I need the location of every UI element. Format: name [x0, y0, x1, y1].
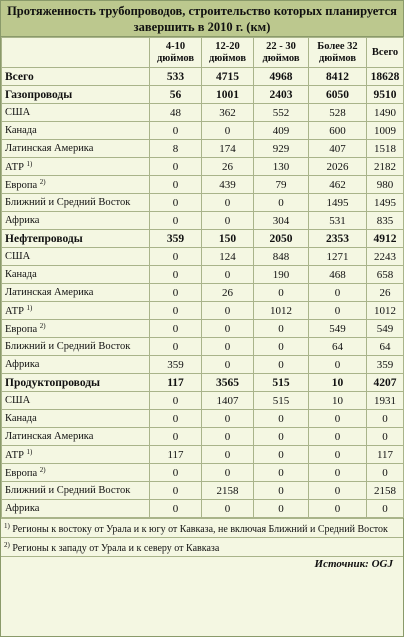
- footnote-ref: 2): [39, 466, 46, 474]
- table-cell: 56: [150, 86, 202, 104]
- source-line: Источник: OGJ: [1, 556, 403, 574]
- row-label: [2, 320, 150, 338]
- table-cell: 304: [254, 212, 309, 230]
- row-label-text: США: [5, 395, 31, 406]
- table-cell: 929: [254, 140, 309, 158]
- table-cell: 468: [309, 266, 367, 284]
- table-cell: 150: [202, 230, 254, 248]
- table-row: [2, 446, 404, 464]
- table-cell: 6050: [309, 86, 367, 104]
- table-cell: 3565: [202, 374, 254, 392]
- row-label-text: Латинская Америка: [5, 143, 94, 154]
- row-label: [2, 194, 150, 212]
- row-label-text: Канада: [5, 413, 37, 424]
- table-cell: 26: [367, 284, 404, 302]
- table-cell: 9510: [367, 86, 404, 104]
- table-cell: 1012: [254, 302, 309, 320]
- row-label: [2, 392, 150, 410]
- footnote-2: [1, 537, 403, 556]
- row-label-text: Европа: [5, 468, 38, 479]
- table-cell: 0: [202, 410, 254, 428]
- row-label-text: Ближний и Средний Восток: [5, 341, 131, 352]
- total-row: [2, 68, 404, 86]
- table-row: [2, 392, 404, 410]
- footnote-ref: 1): [26, 160, 33, 168]
- table-cell: 0: [254, 464, 309, 482]
- row-label-text: Ближний и Средний Восток: [5, 197, 131, 208]
- footnote-ref: 1): [26, 304, 33, 312]
- table-cell: 10: [309, 374, 367, 392]
- row-label: [2, 428, 150, 446]
- table-cell: 117: [150, 374, 202, 392]
- table-row: [2, 410, 404, 428]
- row-label-text: Африка: [5, 215, 40, 226]
- table-cell: 533: [150, 68, 202, 86]
- table-row: [2, 140, 404, 158]
- table-cell: 1407: [202, 392, 254, 410]
- table-cell: 439: [202, 176, 254, 194]
- table-cell: 2182: [367, 158, 404, 176]
- table-cell: 174: [202, 140, 254, 158]
- row-label: [2, 338, 150, 356]
- table-cell: 848: [254, 248, 309, 266]
- table-cell: 1490: [367, 104, 404, 122]
- table-cell: 0: [309, 446, 367, 464]
- footnote-text: Регионы к западу от Урала и к северу от Кавказа: [12, 543, 220, 554]
- row-label-text: Канада: [5, 269, 37, 280]
- table-cell: 0: [254, 446, 309, 464]
- table-cell: 0: [254, 338, 309, 356]
- table-cell: 0: [150, 482, 202, 500]
- row-label-text: Газопроводы: [5, 88, 73, 101]
- table-row: [2, 356, 404, 374]
- table-cell: 0: [254, 500, 309, 518]
- row-label: [2, 500, 150, 518]
- footnote-text: Регионы к востоку от Урала и к югу от Кавказа, не включая Ближний и Средний Восток: [12, 524, 388, 535]
- table-row: [2, 104, 404, 122]
- row-label: [2, 176, 150, 194]
- row-label-text: США: [5, 107, 31, 118]
- table-cell: 531: [309, 212, 367, 230]
- table-row: [2, 464, 404, 482]
- table-cell: 407: [309, 140, 367, 158]
- table-row: [2, 284, 404, 302]
- table-cell: 0: [202, 212, 254, 230]
- table-cell: 4207: [367, 374, 404, 392]
- table-cell: 2403: [254, 86, 309, 104]
- row-label-text: Африка: [5, 359, 40, 370]
- row-label-text: Европа: [5, 324, 38, 335]
- table-cell: 0: [254, 284, 309, 302]
- table-cell: 0: [150, 284, 202, 302]
- row-label-text: Ближний и Средний Восток: [5, 485, 131, 496]
- table-cell: 0: [309, 284, 367, 302]
- row-label: [2, 302, 150, 320]
- row-label-text: Африка: [5, 503, 40, 514]
- footnote-ref: 1): [26, 448, 33, 456]
- footnote-marker: 1): [4, 522, 10, 530]
- table-cell: 117: [150, 446, 202, 464]
- row-label-text: Латинская Америка: [5, 287, 94, 298]
- table-row: [2, 302, 404, 320]
- table-row: [2, 338, 404, 356]
- row-label: [2, 86, 150, 104]
- header-row: [2, 38, 404, 68]
- footnote-ref: 2): [39, 322, 46, 330]
- table-row: [2, 428, 404, 446]
- table-cell: 0: [150, 428, 202, 446]
- table-cell: 549: [309, 320, 367, 338]
- table-cell: 0: [202, 302, 254, 320]
- row-label-text: АТР: [5, 450, 24, 461]
- table-cell: 0: [150, 248, 202, 266]
- table-cell: 0: [202, 428, 254, 446]
- table-row: [2, 266, 404, 284]
- table-cell: 26: [202, 284, 254, 302]
- table-cell: 658: [367, 266, 404, 284]
- row-label: [2, 140, 150, 158]
- row-label: [2, 356, 150, 374]
- table-cell: 0: [150, 158, 202, 176]
- footnote-ref: 2): [39, 178, 46, 186]
- table-cell: 0: [150, 176, 202, 194]
- col-header: 4-10 дюймов: [150, 38, 202, 68]
- table-cell: 0: [367, 410, 404, 428]
- col-header: Более 32 дюймов: [309, 38, 367, 68]
- table-cell: 0: [202, 500, 254, 518]
- row-label-text: США: [5, 251, 31, 262]
- table-cell: 1495: [367, 194, 404, 212]
- table-cell: 8412: [309, 68, 367, 86]
- table-cell: 0: [150, 464, 202, 482]
- table-cell: 1012: [367, 302, 404, 320]
- row-label: [2, 410, 150, 428]
- table-cell: 600: [309, 122, 367, 140]
- table-cell: 0: [150, 302, 202, 320]
- table-cell: 980: [367, 176, 404, 194]
- table-cell: 1518: [367, 140, 404, 158]
- row-label-text: АТР: [5, 306, 24, 317]
- table-row: [2, 212, 404, 230]
- row-label: [2, 464, 150, 482]
- table-row: [2, 122, 404, 140]
- table-cell: 0: [202, 320, 254, 338]
- table-cell: 18628: [367, 68, 404, 86]
- table-cell: 0: [254, 356, 309, 374]
- row-label-text: Латинская Америка: [5, 431, 94, 442]
- table-cell: 124: [202, 248, 254, 266]
- table-cell: 0: [150, 122, 202, 140]
- table-cell: 0: [309, 464, 367, 482]
- table-cell: 0: [309, 428, 367, 446]
- row-label: [2, 284, 150, 302]
- table-cell: 79: [254, 176, 309, 194]
- table-cell: 552: [254, 104, 309, 122]
- table-cell: 64: [367, 338, 404, 356]
- table-cell: 0: [202, 266, 254, 284]
- table-cell: 26: [202, 158, 254, 176]
- table-cell: 2026: [309, 158, 367, 176]
- table-cell: 359: [150, 356, 202, 374]
- table-cell: 1009: [367, 122, 404, 140]
- table-cell: 2158: [202, 482, 254, 500]
- table-row: [2, 158, 404, 176]
- table-cell: 4715: [202, 68, 254, 86]
- table-cell: 359: [150, 230, 202, 248]
- table-cell: 0: [254, 320, 309, 338]
- table-cell: 0: [309, 410, 367, 428]
- table-cell: 190: [254, 266, 309, 284]
- table-cell: 0: [202, 122, 254, 140]
- row-label-text: Нефтепроводы: [5, 232, 83, 245]
- row-label: [2, 122, 150, 140]
- table-cell: 8: [150, 140, 202, 158]
- table-cell: 0: [202, 356, 254, 374]
- table-cell: 2158: [367, 482, 404, 500]
- row-label: [2, 230, 150, 248]
- row-label-text: Продуктопроводы: [5, 376, 101, 389]
- col-header: 22 - 30 дюймов: [254, 38, 309, 68]
- table-cell: 0: [309, 356, 367, 374]
- table-cell: 0: [367, 500, 404, 518]
- table-cell: 0: [150, 500, 202, 518]
- row-label: [2, 158, 150, 176]
- row-label-text: АТР: [5, 162, 24, 173]
- table-cell: 4912: [367, 230, 404, 248]
- table-cell: 0: [254, 194, 309, 212]
- row-label: [2, 446, 150, 464]
- table-row: [2, 194, 404, 212]
- table-cell: 1001: [202, 86, 254, 104]
- table-cell: 2243: [367, 248, 404, 266]
- table-cell: 0: [150, 410, 202, 428]
- table-cell: 1271: [309, 248, 367, 266]
- table-cell: 4968: [254, 68, 309, 86]
- table-cell: 0: [367, 464, 404, 482]
- table-cell: 0: [150, 194, 202, 212]
- table-cell: 835: [367, 212, 404, 230]
- table-cell: 359: [367, 356, 404, 374]
- table-cell: 0: [309, 500, 367, 518]
- table-cell: 0: [309, 482, 367, 500]
- table-cell: 0: [367, 428, 404, 446]
- table-cell: 10: [309, 392, 367, 410]
- table-cell: 0: [150, 392, 202, 410]
- table-cell: 0: [202, 446, 254, 464]
- table-cell: 1495: [309, 194, 367, 212]
- footnote-1: [1, 518, 403, 537]
- table-cell: 130: [254, 158, 309, 176]
- table-row: [2, 500, 404, 518]
- row-label: [2, 266, 150, 284]
- table-cell: 2353: [309, 230, 367, 248]
- footnote-marker: 2): [4, 541, 10, 549]
- table-row: [2, 482, 404, 500]
- table-cell: 0: [202, 194, 254, 212]
- table-cell: 117: [367, 446, 404, 464]
- col-header: Всего: [367, 38, 404, 68]
- table-cell: 0: [254, 410, 309, 428]
- group-row: [2, 230, 404, 248]
- table-cell: 0: [309, 302, 367, 320]
- pipeline-table: [1, 37, 404, 518]
- table-cell: 528: [309, 104, 367, 122]
- table-cell: 409: [254, 122, 309, 140]
- row-label-text: Европа: [5, 180, 38, 191]
- row-label: [2, 482, 150, 500]
- table-cell: 0: [150, 212, 202, 230]
- table-cell: 515: [254, 392, 309, 410]
- table-cell: 462: [309, 176, 367, 194]
- col-header: 12-20 дюймов: [202, 38, 254, 68]
- row-label: [2, 104, 150, 122]
- row-label: [2, 248, 150, 266]
- row-label-text: Канада: [5, 125, 37, 136]
- table-cell: 0: [202, 464, 254, 482]
- table-cell: 0: [150, 266, 202, 284]
- table-cell: 1931: [367, 392, 404, 410]
- group-row: [2, 86, 404, 104]
- table-row: [2, 320, 404, 338]
- table-cell: 549: [367, 320, 404, 338]
- table-title: Протяженность трубопроводов, строительство которых планируется завершить в 2010 г. (км): [1, 1, 403, 37]
- group-row: [2, 374, 404, 392]
- table-cell: 0: [254, 482, 309, 500]
- row-label: [2, 212, 150, 230]
- row-label: [2, 68, 150, 86]
- table-cell: 515: [254, 374, 309, 392]
- row-label: [2, 374, 150, 392]
- table-cell: 48: [150, 104, 202, 122]
- table-row: [2, 176, 404, 194]
- table-cell: 0: [150, 338, 202, 356]
- table-cell: 2050: [254, 230, 309, 248]
- table-cell: 0: [150, 320, 202, 338]
- table-cell: 0: [254, 428, 309, 446]
- table-row: [2, 248, 404, 266]
- table-cell: 362: [202, 104, 254, 122]
- table-cell: 64: [309, 338, 367, 356]
- table-cell: 0: [202, 338, 254, 356]
- header-corner: [2, 38, 150, 68]
- row-label-text: Всего: [5, 70, 34, 83]
